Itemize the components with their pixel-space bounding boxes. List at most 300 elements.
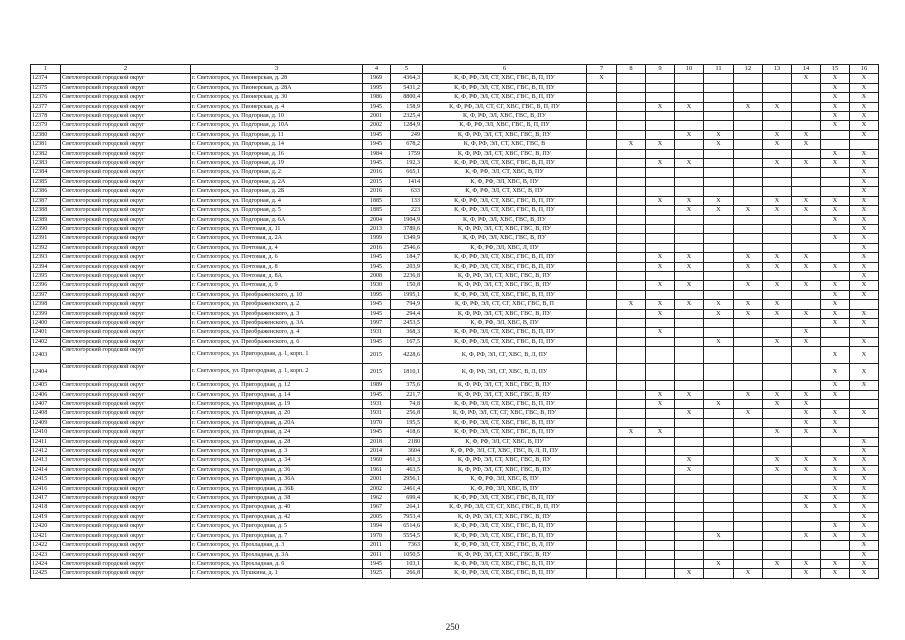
cell-col-10 — [675, 494, 704, 503]
cell-systems: К, Ф, РФ, ЭЛ, СТ, СГ, ХВС, ГВС, В, П, ПУ — [423, 102, 587, 111]
cell-col-16: X — [850, 381, 879, 390]
cell-year-built: 2011 — [363, 541, 391, 550]
cell-col-14: X — [792, 74, 821, 83]
cell-col-13 — [763, 74, 792, 83]
cell-col-16: X — [850, 215, 879, 224]
table-row — [31, 381, 879, 390]
cell-col-14: X — [792, 465, 821, 474]
cell-col-15: X — [821, 465, 850, 474]
cell-municipality: Светлогорский городской округ — [61, 569, 191, 578]
cell-col-8 — [617, 337, 646, 346]
cell-col-9: X — [646, 253, 675, 262]
cell-row-id: 12384 — [31, 168, 61, 177]
cell-col-11: X — [704, 337, 734, 346]
cell-col-9 — [646, 475, 675, 484]
cell-col-16: X — [850, 102, 879, 111]
header-row — [31, 65, 879, 74]
cell-row-id: 12383 — [31, 159, 61, 168]
cell-col-8 — [617, 328, 646, 337]
cell-col-8 — [617, 456, 646, 465]
cell-col-11 — [704, 550, 734, 559]
cell-col-10 — [675, 74, 704, 83]
cell-col-14 — [792, 187, 821, 196]
cell-col-7 — [587, 234, 617, 243]
cell-address: г. Светлогорск, ул. Подгорная, д. 6А — [191, 215, 363, 224]
table-row — [31, 224, 879, 233]
cell-col-11 — [704, 177, 734, 186]
cell-row-id: 12410 — [31, 428, 61, 437]
cell-area: 3604 — [391, 447, 423, 456]
cell-address: г. Светлогорск, ул. Подгорная, д. 11 — [191, 130, 363, 139]
cell-col-10 — [675, 271, 704, 280]
cell-col-14 — [792, 347, 821, 364]
cell-col-16: X — [850, 243, 879, 252]
cell-area: 103,1 — [391, 559, 423, 568]
cell-area: 5554,5 — [391, 531, 423, 540]
cell-col-16: X — [850, 224, 879, 233]
cell-col-14: X — [792, 409, 821, 418]
cell-col-7 — [587, 196, 617, 205]
cell-col-13 — [763, 234, 792, 243]
cell-col-12 — [734, 541, 763, 550]
cell-col-9: X — [646, 102, 675, 111]
cell-col-14: X — [792, 569, 821, 578]
cell-systems: К, Ф, РФ, ЭЛ, СТ, ХВС, ГВС, В, ПУ — [423, 130, 587, 139]
cell-year-built: 1925 — [363, 569, 391, 578]
cell-col-16: X — [850, 447, 879, 456]
cell-col-9 — [646, 550, 675, 559]
cell-col-10: X — [675, 159, 704, 168]
cell-col-11 — [704, 347, 734, 364]
cell-area: 1759 — [391, 149, 423, 158]
table-row — [31, 243, 879, 252]
cell-col-7: X — [587, 74, 617, 83]
cell-col-16: X — [850, 74, 879, 83]
cell-systems: К, Ф, РФ, ЭЛ, СТ, ХВС, ГВС, В, П, ПУ — [423, 262, 587, 271]
cell-address: г. Светлогорск, ул. Преображенского, д. 6 — [191, 337, 363, 346]
cell-col-10 — [675, 541, 704, 550]
cell-col-9: X — [646, 262, 675, 271]
cell-year-built: 2016 — [363, 187, 391, 196]
cell-col-15 — [821, 253, 850, 262]
cell-col-13: X — [763, 262, 792, 271]
cell-col-9 — [646, 541, 675, 550]
cell-systems: К, Ф, РФ, ЭЛ, СТ, ХВС, ГВС, В, П, ПУ — [423, 559, 587, 568]
cell-row-id: 12379 — [31, 121, 61, 130]
cell-col-8 — [617, 281, 646, 290]
cell-col-12 — [734, 177, 763, 186]
cell-col-13: X — [763, 559, 792, 568]
cell-col-14 — [792, 83, 821, 92]
cell-systems: К, Ф, РФ, ЭЛ, ХВС, ГВС, В, ПУ — [423, 234, 587, 243]
cell-row-id: 12376 — [31, 93, 61, 102]
registry-table — [30, 64, 879, 579]
cell-col-14 — [792, 177, 821, 186]
table-row — [31, 347, 879, 364]
cell-year-built: 1984 — [363, 149, 391, 158]
cell-area: 2461,4 — [391, 484, 423, 493]
cell-col-13 — [763, 347, 792, 364]
cell-col-7 — [587, 159, 617, 168]
cell-col-12: X — [734, 569, 763, 578]
cell-col-10 — [675, 550, 704, 559]
cell-col-16 — [850, 140, 879, 149]
cell-row-id: 12387 — [31, 196, 61, 205]
cell-col-10: X — [675, 253, 704, 262]
cell-col-8 — [617, 206, 646, 215]
table-row — [31, 234, 879, 243]
cell-year-built: 1961 — [363, 465, 391, 474]
column-header: 15 — [821, 65, 850, 74]
cell-row-id: 12388 — [31, 206, 61, 215]
cell-col-15: X — [821, 381, 850, 390]
cell-col-10: X — [675, 206, 704, 215]
cell-col-15: X — [821, 318, 850, 327]
table-row — [31, 121, 879, 130]
cell-col-10 — [675, 177, 704, 186]
cell-area: 2956,1 — [391, 475, 423, 484]
cell-address: г. Светлогорск, ул. Пионерская, д. 28 — [191, 74, 363, 83]
cell-col-15: X — [821, 475, 850, 484]
cell-col-10 — [675, 475, 704, 484]
cell-systems: К, Ф, РФ, ЭЛ, СТ, ХВС, ГВС, В, П, ПУ — [423, 290, 587, 299]
cell-address: г. Светлогорск, ул. Преображенского, д. 10 — [191, 290, 363, 299]
cell-col-11 — [704, 447, 734, 456]
cell-systems: К, Ф, РФ, ЭЛ, СТ, ХВС, ГВС, В, П, ПУ — [423, 569, 587, 578]
cell-col-11: X — [704, 309, 734, 318]
cell-col-14: X — [792, 531, 821, 540]
cell-area: 150,8 — [391, 281, 423, 290]
cell-col-15 — [821, 243, 850, 252]
cell-col-16: X — [850, 130, 879, 139]
cell-area: 633 — [391, 187, 423, 196]
table-row — [31, 550, 879, 559]
cell-systems: К, Ф, РФ, ЭЛ, ХВС, В, ПУ — [423, 318, 587, 327]
cell-row-id: 12408 — [31, 409, 61, 418]
cell-col-7 — [587, 409, 617, 418]
cell-col-12: X — [734, 253, 763, 262]
cell-col-13 — [763, 121, 792, 130]
cell-municipality: Светлогорский городской округ — [61, 494, 191, 503]
cell-col-7 — [587, 112, 617, 121]
cell-col-11 — [704, 121, 734, 130]
cell-col-10 — [675, 112, 704, 121]
cell-address: г. Светлогорск, ул. Пригородная, д. 1, корп. 2 — [191, 364, 363, 381]
cell-municipality: Светлогорский городской округ — [61, 281, 191, 290]
cell-address: г. Светлогорск, ул. Преображенского, д. 3 — [191, 309, 363, 318]
cell-municipality: Светлогорский городской округ — [61, 130, 191, 139]
cell-area: 74,8 — [391, 400, 423, 409]
cell-col-10: X — [675, 465, 704, 474]
cell-col-9 — [646, 224, 675, 233]
cell-col-12 — [734, 168, 763, 177]
cell-col-9 — [646, 569, 675, 578]
cell-year-built: 1945 — [363, 159, 391, 168]
cell-col-10: X — [675, 390, 704, 399]
cell-row-id: 12393 — [31, 253, 61, 262]
cell-col-11 — [704, 503, 734, 512]
cell-col-14 — [792, 300, 821, 309]
cell-col-9: X — [646, 281, 675, 290]
cell-col-10 — [675, 224, 704, 233]
cell-address: г. Светлогорск, ул. Почтовая, д. 8 — [191, 262, 363, 271]
cell-col-14: X — [792, 130, 821, 139]
cell-col-12 — [734, 196, 763, 205]
cell-col-10 — [675, 318, 704, 327]
table-row — [31, 541, 879, 550]
cell-col-15 — [821, 437, 850, 446]
cell-row-id: 12405 — [31, 381, 61, 390]
cell-col-10 — [675, 187, 704, 196]
table-body — [31, 65, 879, 579]
cell-col-13 — [763, 447, 792, 456]
cell-col-8 — [617, 475, 646, 484]
cell-row-id: 12385 — [31, 177, 61, 186]
cell-col-11 — [704, 456, 734, 465]
table-row — [31, 281, 879, 290]
cell-col-9 — [646, 271, 675, 280]
cell-col-16: X — [850, 550, 879, 559]
cell-col-16: X — [850, 522, 879, 531]
cell-col-13 — [763, 484, 792, 493]
cell-col-16: X — [850, 83, 879, 92]
cell-year-built: 1945 — [363, 428, 391, 437]
table-row — [31, 74, 879, 83]
cell-col-12 — [734, 130, 763, 139]
cell-year-built: 2002 — [363, 484, 391, 493]
cell-col-14 — [792, 437, 821, 446]
cell-col-12: X — [734, 262, 763, 271]
cell-systems: К, Ф, РФ, ЭЛ, СТ, ХВС, ГВС, В — [423, 140, 587, 149]
cell-col-15 — [821, 541, 850, 550]
cell-col-11 — [704, 234, 734, 243]
cell-col-7 — [587, 447, 617, 456]
cell-area: 665,1 — [391, 168, 423, 177]
cell-col-11 — [704, 409, 734, 418]
cell-col-11 — [704, 475, 734, 484]
cell-col-13 — [763, 541, 792, 550]
cell-municipality: Светлогорский городской округ — [61, 347, 191, 364]
cell-col-9 — [646, 149, 675, 158]
cell-year-built: 2008 — [363, 271, 391, 280]
cell-col-10: X — [675, 102, 704, 111]
cell-address: г. Светлогорск, ул. Пионерская, д. 28А — [191, 83, 363, 92]
cell-col-15: X — [821, 262, 850, 271]
cell-col-13 — [763, 381, 792, 390]
cell-col-9 — [646, 206, 675, 215]
cell-address: г. Светлогорск, ул. Пригородная, д. 36Б — [191, 484, 363, 493]
cell-col-16: X — [850, 484, 879, 493]
cell-col-9 — [646, 168, 675, 177]
cell-municipality: Светлогорский городской округ — [61, 550, 191, 559]
table-row — [31, 400, 879, 409]
cell-row-id: 12423 — [31, 550, 61, 559]
cell-col-12 — [734, 522, 763, 531]
cell-col-7 — [587, 243, 617, 252]
cell-systems: К, Ф, РФ, ЭЛ, СТ, ХВС, ГВС, В, П, ПУ — [423, 328, 587, 337]
cell-col-14 — [792, 318, 821, 327]
cell-col-8 — [617, 159, 646, 168]
cell-col-7 — [587, 83, 617, 92]
cell-col-16: X — [850, 121, 879, 130]
cell-col-10 — [675, 290, 704, 299]
cell-col-14 — [792, 224, 821, 233]
table-row — [31, 130, 879, 139]
cell-col-9 — [646, 494, 675, 503]
cell-col-7 — [587, 390, 617, 399]
cell-col-7 — [587, 281, 617, 290]
cell-col-7 — [587, 569, 617, 578]
cell-col-8 — [617, 347, 646, 364]
cell-col-15: X — [821, 234, 850, 243]
cell-municipality: Светлогорский городской округ — [61, 149, 191, 158]
cell-col-9 — [646, 74, 675, 83]
column-header: 1 — [31, 65, 61, 74]
cell-area: 678,2 — [391, 140, 423, 149]
cell-systems: К, Ф, РФ, ЭЛ, СТ, ХВС, ГВС, В, П, ПУ — [423, 522, 587, 531]
cell-row-id: 12412 — [31, 447, 61, 456]
cell-col-10: X — [675, 456, 704, 465]
cell-row-id: 12409 — [31, 418, 61, 427]
cell-col-12 — [734, 494, 763, 503]
cell-col-7 — [587, 187, 617, 196]
cell-col-11 — [704, 262, 734, 271]
cell-municipality: Светлогорский городской округ — [61, 309, 191, 318]
cell-col-10 — [675, 83, 704, 92]
cell-systems: К, Ф, РФ, ЭЛ, СТ, ХВС, В, ПУ — [423, 168, 587, 177]
cell-address: г. Светлогорск, ул. Пушкина, д. 1 — [191, 569, 363, 578]
cell-col-8 — [617, 271, 646, 280]
cell-address: г. Светлогорск, ул. Пригородная, д. 42 — [191, 512, 363, 521]
cell-col-15: X — [821, 409, 850, 418]
table-row — [31, 177, 879, 186]
cell-systems: К, Ф, РФ, ЭЛ, ХВС, ГВС, В, П, ПУ — [423, 121, 587, 130]
cell-year-built: 1930 — [363, 281, 391, 290]
cell-col-14 — [792, 512, 821, 521]
cell-col-14: X — [792, 503, 821, 512]
cell-col-9: X — [646, 159, 675, 168]
cell-col-8: X — [617, 428, 646, 437]
cell-row-id: 12413 — [31, 456, 61, 465]
cell-systems: К, Ф, РФ, ЭЛ, СТ, ХВС, ГВС, В, ПУ — [423, 281, 587, 290]
cell-col-14: X — [792, 337, 821, 346]
cell-col-14 — [792, 364, 821, 381]
cell-col-8 — [617, 569, 646, 578]
cell-year-built: 1995 — [363, 290, 391, 299]
cell-address: г. Светлогорск, ул. Подгорная, д. 10А — [191, 121, 363, 130]
cell-year-built: 1945 — [363, 390, 391, 399]
cell-col-16: X — [850, 503, 879, 512]
cell-col-8 — [617, 74, 646, 83]
cell-area: 699,4 — [391, 494, 423, 503]
cell-col-11 — [704, 318, 734, 327]
cell-col-15 — [821, 328, 850, 337]
cell-address: г. Светлогорск, ул. Пригородная, д. 34 — [191, 456, 363, 465]
cell-col-13 — [763, 224, 792, 233]
cell-col-15: X — [821, 347, 850, 364]
cell-address: г. Светлогорск, ул. Почтовая, д. 9 — [191, 281, 363, 290]
cell-systems: К, Ф, РФ, ЭЛ, СТ, СГ, ХВС, ГВС, В, П, ПУ — [423, 503, 587, 512]
cell-col-12: X — [734, 390, 763, 399]
cell-col-12 — [734, 215, 763, 224]
cell-area: 264,1 — [391, 503, 423, 512]
cell-col-16: X — [850, 512, 879, 521]
table-row — [31, 569, 879, 578]
cell-col-15: X — [821, 309, 850, 318]
cell-col-9 — [646, 418, 675, 427]
cell-col-13: X — [763, 253, 792, 262]
table-row — [31, 409, 879, 418]
cell-area: 294,4 — [391, 309, 423, 318]
cell-year-built: 1945 — [363, 130, 391, 139]
cell-col-11: X — [704, 196, 734, 205]
cell-area: 223 — [391, 206, 423, 215]
cell-area: 2453,5 — [391, 318, 423, 327]
cell-col-15: X — [821, 159, 850, 168]
cell-year-built: 2001 — [363, 112, 391, 121]
cell-area: 7953,4 — [391, 512, 423, 521]
cell-col-8 — [617, 531, 646, 540]
cell-col-7 — [587, 559, 617, 568]
cell-col-8 — [617, 465, 646, 474]
cell-col-9 — [646, 130, 675, 139]
cell-col-9 — [646, 559, 675, 568]
cell-col-8 — [617, 409, 646, 418]
cell-area: 7363 — [391, 541, 423, 550]
cell-col-15: X — [821, 74, 850, 83]
cell-col-11 — [704, 159, 734, 168]
cell-systems: К, Ф, РФ, ЭЛ, СТ, ХВС, ГВС, В, П, ПУ — [423, 400, 587, 409]
cell-address: г. Светлогорск, ул. Почтовая, д. 6 — [191, 253, 363, 262]
cell-col-13: X — [763, 337, 792, 346]
cell-col-10 — [675, 522, 704, 531]
table-row — [31, 271, 879, 280]
cell-municipality: Светлогорский городской округ — [61, 465, 191, 474]
cell-col-8 — [617, 93, 646, 102]
cell-row-id: 12411 — [31, 437, 61, 446]
cell-col-11 — [704, 390, 734, 399]
cell-year-built: 1997 — [363, 318, 391, 327]
cell-col-7 — [587, 215, 617, 224]
cell-systems: К, Ф, РФ, ЭЛ, СТ, ХВС, ГВС, В, ПУ — [423, 271, 587, 280]
cell-col-9 — [646, 364, 675, 381]
cell-area: 8800,4 — [391, 93, 423, 102]
cell-col-13 — [763, 149, 792, 158]
cell-year-built: 1962 — [363, 494, 391, 503]
cell-col-12 — [734, 140, 763, 149]
cell-col-9 — [646, 318, 675, 327]
cell-col-11 — [704, 290, 734, 299]
cell-col-12 — [734, 428, 763, 437]
cell-area: 461,3 — [391, 456, 423, 465]
cell-municipality: Светлогорский городской округ — [61, 390, 191, 399]
cell-col-8 — [617, 550, 646, 559]
cell-col-16: X — [850, 494, 879, 503]
cell-systems: К, Ф, РФ, ЭЛ, ХВС, В, ПУ — [423, 177, 587, 186]
cell-col-8 — [617, 168, 646, 177]
cell-col-12 — [734, 318, 763, 327]
cell-col-13: X — [763, 390, 792, 399]
cell-col-14: X — [792, 494, 821, 503]
cell-col-10 — [675, 512, 704, 521]
cell-year-built: 2015 — [363, 364, 391, 381]
cell-row-id: 12395 — [31, 271, 61, 280]
table-row — [31, 447, 879, 456]
cell-col-15 — [821, 187, 850, 196]
cell-col-15: X — [821, 569, 850, 578]
cell-col-12 — [734, 447, 763, 456]
cell-year-built: 1945 — [363, 337, 391, 346]
